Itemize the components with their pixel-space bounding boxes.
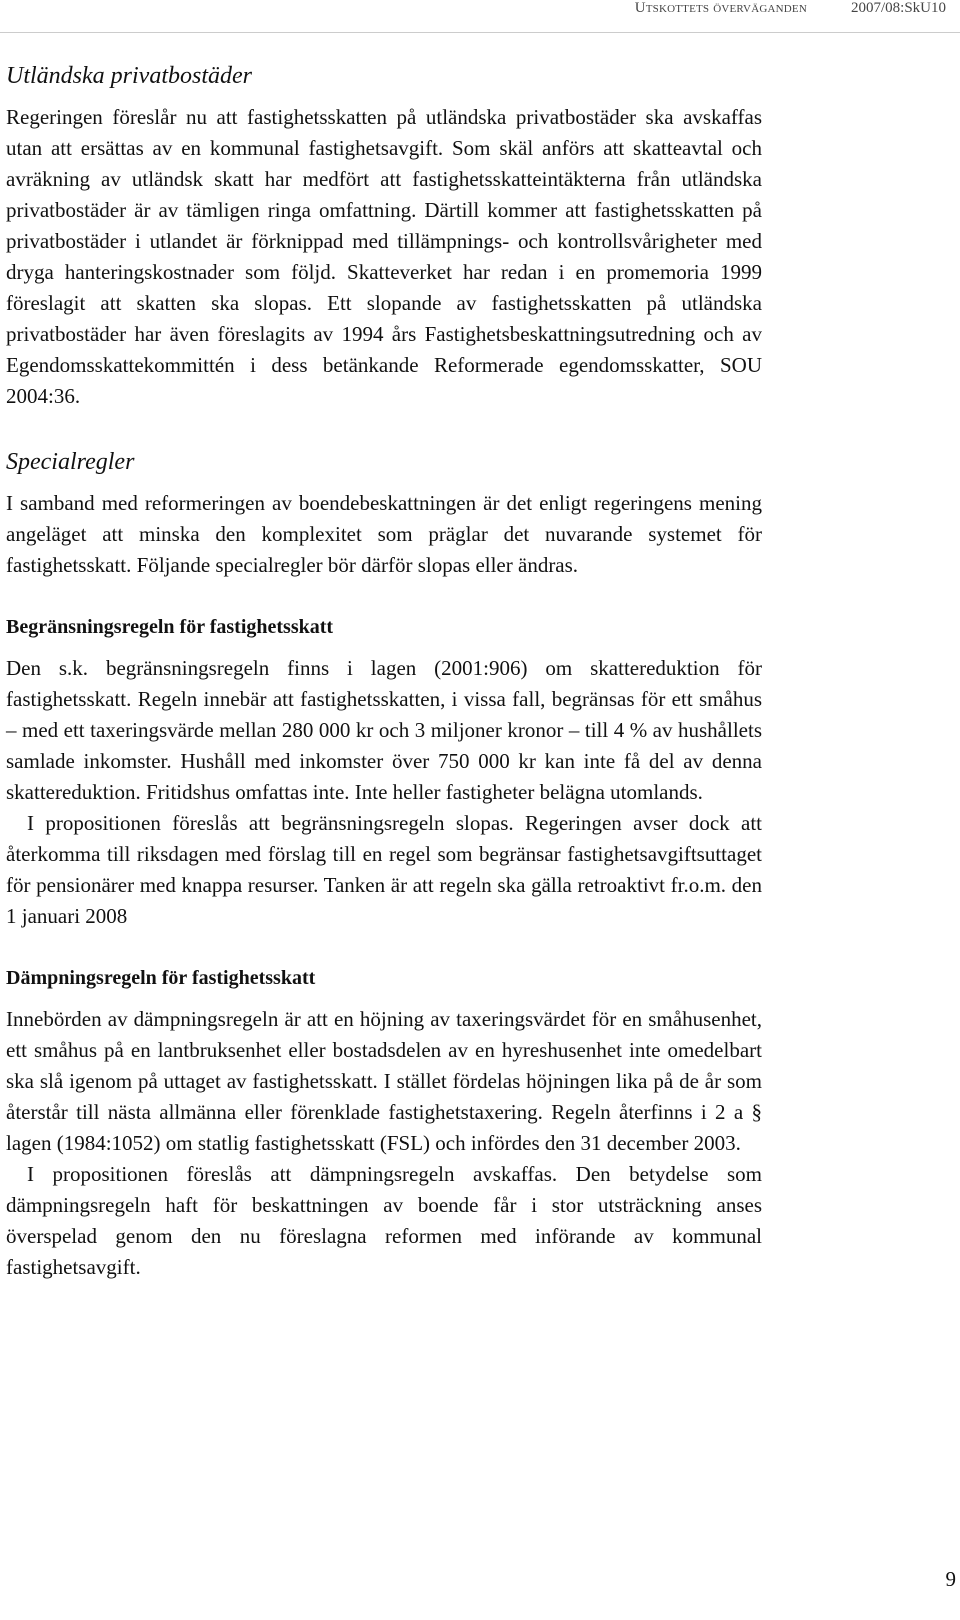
section-spacer xyxy=(6,932,762,964)
paragraph-limitation-rule-2: I propositionen föreslås att begränsningsregeln slopas. Regeringen avser dock att återkomma till riksdagen med förslag till en regel som begränsar fastighetsavgiftsuttaget för pensionärer med knappa resurser. Tanken är att regeln ska gälla retroaktivt fr.o.m. den 1 januari 2008 xyxy=(6,811,762,928)
heading-foreign-residences: Utländska privatbostäder xyxy=(6,63,252,89)
heading-special-rules: Specialregler xyxy=(6,449,135,475)
section-spacer xyxy=(6,412,762,446)
header-document-id: 2007/08:SkU10 xyxy=(850,0,946,16)
paragraph-damping-rule-2: I propositionen föreslås att dämpningsregeln avskaffas. Den betydelse som dämpningsregeln haft för beskattningen av boende får i stor utsträckning anses överspelad genom den nu föreslagna reformen med införande av kommunal fastighetsavgift. xyxy=(6,1162,762,1279)
header-section-name: Utskottets överväganden xyxy=(634,0,807,16)
heading-limitation-rule: Begränsningsregeln för fastighetsskatt xyxy=(6,616,334,638)
paragraph-damping-rule-1: Innebörden av dämpningsregeln är att en höjning av taxeringsvärdet för en småhusenhet, ett småhus på en lantbruksenhet eller bostadsdelen av en hyreshusenhet inte omedelbart ska slå igenom på uttaget av fastighetsskatt. I stället fördelas höjningen lika på de år som återstår till nästa allmänna eller förenklade fastighetstaxering. Regeln återfinns i 2 a § lagen (1984:1052) om statlig fastighetsskatt (FSL) och infördes den 31 december 2003. xyxy=(6,1007,762,1155)
paragraph-limitation-rule-1: Den s.k. begränsningsregeln finns i lagen (2001:906) om skattereduktion för fastighetsskatt. Regeln innebär att fastighetsskatten, i vissa fall, begränsas för ett småhus – med ett taxeringsvärde mellan 280 000 kr och 3 miljoner kronor – till 4 % av hushållets samlade inkomster. Hushåll med inkomster över 750 000 kr kan inte få del av denna skattereduktion. Fritidshus omfattas inte. Inte heller fastigheter belägna utomlands. xyxy=(6,656,762,804)
running-header xyxy=(635,0,946,26)
header-divider xyxy=(0,32,960,33)
section-spacer xyxy=(6,581,762,613)
paragraph-foreign-residences: Regeringen föreslår nu att fastighetsskatten på utländska privatbostäder ska avskaffas utan att ersättas av en kommunal fastighetsavgift. Som skäl anförs att skatteavtal och avräkning av utländsk skatt har medfört att fastighetsskatteintäkterna från utländska privatbostäder är av tämligen ringa omfattning. Därtill kommer att fastighetsskatten på privatbostäder i utlandet är förknippad med tillämpnings- och kontrollsvårigheter med dryga hanteringskostnader som följd. Skatteverket har redan i en promemoria 1999 föreslagit att skatten ska slopas. Ett slopande av fastighetsskatten på utländska privatbostäder har även föreslagits av 1994 års Fastighetsbeskattningsutredning och av Egendomsskattekommittén i dess betänkande Reformerade egendomsskatter, SOU 2004:36. xyxy=(6,105,762,408)
paragraph-special-rules: I samband med reformeringen av boendebeskattningen är det enligt regeringens mening angeläget att minska den komplexitet som präglar det nuvarande systemet för fastighetsskatt. Följande specialregler bör därför slopas eller ändras. xyxy=(6,491,762,577)
page-number: 9 xyxy=(945,1567,956,1591)
heading-damping-rule: Dämpningsregeln för fastighetsskatt xyxy=(6,967,316,989)
document-body xyxy=(6,60,762,1283)
